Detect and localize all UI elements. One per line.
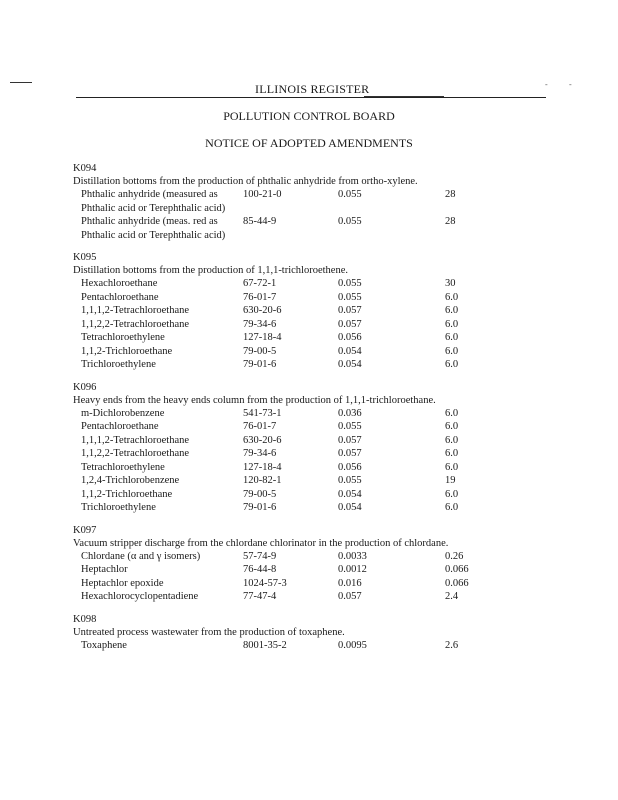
nonwastewater-value: 6.0	[445, 407, 459, 419]
cas-number: 630-20-6	[243, 305, 282, 316]
nonwastewater-value: 2.4	[445, 591, 459, 602]
nonwastewater-value: 6.0	[445, 345, 459, 357]
waste-section	[73, 524, 553, 604]
cas-number: 127-18-4	[243, 332, 282, 343]
wastewater-value: 0.055	[338, 421, 362, 432]
constituent-name: Pentachloroethane	[81, 291, 159, 303]
wastewater-value: 0.0095	[338, 639, 367, 651]
constituent-name: Toxaphene	[81, 639, 127, 651]
waste-code: K095	[73, 252, 97, 263]
wastewater-value: 0.055	[338, 278, 362, 289]
notice-title: NOTICE OF ADOPTED AMENDMENTS	[205, 136, 413, 150]
wastewater-value: 0.056	[338, 461, 362, 473]
cas-number: 76-01-7	[243, 421, 277, 432]
nonwastewater-value: 6.0	[445, 305, 459, 316]
wastewater-value: 0.0033	[338, 550, 367, 562]
waste-code: K097	[73, 524, 97, 536]
wastewater-value: 0.016	[338, 577, 362, 589]
table-row	[73, 474, 553, 488]
cas-number: 127-18-4	[243, 461, 282, 473]
header-rule	[76, 97, 546, 98]
wastewater-value: 0.055	[338, 216, 362, 227]
wastewater-value: 0.056	[338, 332, 362, 343]
table-row	[73, 358, 553, 372]
constituent-name: 1,1,2,2-Tetrachloroethane	[81, 448, 190, 459]
nonwastewater-value: 6.0	[445, 332, 459, 343]
cas-number: 76-44-8	[243, 564, 277, 575]
constituent-name: Hexachlorocyclopentadiene	[81, 591, 199, 602]
constituent-name: 1,1,2-Trichloroethane	[81, 345, 173, 357]
nonwastewater-value: 6.0	[445, 488, 459, 500]
wastewater-value: 0.057	[338, 448, 362, 459]
nonwastewater-value: 6.0	[445, 461, 459, 473]
cas-number: 79-34-6	[243, 448, 277, 459]
margin-mark-right: -	[569, 80, 572, 89]
nonwastewater-value: 28	[445, 216, 456, 227]
table-row	[73, 461, 553, 475]
wastewater-value: 0.055	[338, 291, 362, 303]
nonwastewater-value: 0.066	[445, 577, 469, 589]
waste-description: Distillation bottoms from the production of phthalic anhydride from ortho-xylene.	[73, 176, 418, 187]
nonwastewater-value: 6.0	[445, 291, 459, 303]
wastewater-value: 0.054	[338, 488, 362, 500]
constituent-name: Tetrachloroethylene	[81, 461, 165, 473]
waste-table	[73, 162, 553, 661]
table-row	[73, 277, 553, 291]
cas-number: 57-74-9	[243, 550, 277, 562]
nonwastewater-value: 19	[445, 475, 456, 486]
cas-number: 1024-57-3	[243, 577, 287, 589]
constituent-name: Trichloroethylene	[81, 502, 156, 513]
wastewater-value: 0.057	[338, 591, 362, 602]
nonwastewater-value: 6.0	[445, 448, 459, 459]
waste-section	[73, 251, 553, 372]
cas-number: 79-01-6	[243, 359, 277, 370]
constituent-name: Tetrachloroethylene	[81, 332, 165, 343]
table-row	[73, 563, 553, 577]
waste-code: K094	[73, 163, 97, 174]
table-row	[73, 420, 553, 434]
waste-section	[73, 162, 553, 242]
cas-number: 79-00-5	[243, 345, 277, 357]
wastewater-value: 0.036	[338, 407, 362, 419]
nonwastewater-value: 30	[445, 278, 456, 289]
cas-number: 85-44-9	[243, 216, 277, 227]
wastewater-value: 0.055	[338, 475, 362, 486]
wastewater-value: 0.054	[338, 345, 362, 357]
table-row	[73, 550, 553, 564]
cas-number: 8001-35-2	[243, 639, 287, 651]
board-title: POLLUTION CONTROL BOARD	[223, 109, 395, 123]
cas-number: 120-82-1	[243, 475, 282, 486]
table-row	[73, 447, 553, 461]
constituent-name: Pentachloroethane	[81, 421, 159, 432]
waste-code: K096	[73, 381, 97, 393]
constituent-name: Hexachloroethane	[81, 278, 158, 289]
table-row	[73, 304, 553, 318]
table-row	[73, 434, 553, 448]
constituent-name: 1,2,4-Trichlorobenzene	[81, 475, 180, 486]
nonwastewater-value: 6.0	[445, 318, 459, 330]
wastewater-value: 0.054	[338, 502, 362, 513]
constituent-name: Heptachlor	[81, 564, 128, 575]
constituent-name: 1,1,1,2-Tetrachloroethane	[81, 434, 190, 446]
waste-description: Heavy ends from the heavy ends column from the production of 1,1,1-trichloroethane.	[73, 394, 436, 406]
table-row	[73, 639, 553, 653]
nonwastewater-value: 6.0	[445, 421, 459, 432]
table-row	[73, 577, 553, 591]
cas-number: 630-20-6	[243, 434, 282, 446]
waste-description: Vacuum stripper discharge from the chlordane chlorinator in the production of chlordane.	[73, 537, 449, 549]
cas-number: 76-01-7	[243, 291, 277, 303]
nonwastewater-value: 6.0	[445, 434, 459, 446]
wastewater-value: 0.057	[338, 305, 362, 316]
table-row	[73, 345, 553, 359]
table-row	[73, 291, 553, 305]
margin-mark-right: -	[545, 80, 548, 89]
constituent-name: m-Dichlorobenzene	[81, 407, 165, 419]
table-row	[73, 407, 553, 421]
wastewater-value: 0.0012	[338, 564, 367, 575]
nonwastewater-value: 28	[445, 189, 456, 200]
constituent-name: Heptachlor epoxide	[81, 577, 164, 589]
wastewater-value: 0.057	[338, 318, 362, 330]
waste-section	[73, 613, 553, 653]
register-title: ILLINOIS REGISTER	[255, 82, 370, 96]
waste-section	[73, 381, 553, 515]
wastewater-value: 0.054	[338, 359, 362, 370]
nonwastewater-value: 6.0	[445, 359, 459, 370]
cas-number: 100-21-0	[243, 189, 282, 200]
constituent-name: Trichloroethylene	[81, 359, 156, 370]
table-row	[73, 318, 553, 332]
constituent-name: 1,1,2-Trichloroethane	[81, 488, 173, 500]
constituent-name: Phthalic anhydride (meas. red as Phthalic acid or Terephthalic acid)	[81, 216, 226, 241]
waste-code: K098	[73, 613, 97, 625]
waste-description: Distillation bottoms from the production of 1,1,1-trichloroethene.	[73, 265, 348, 276]
table-row	[73, 488, 553, 502]
cas-number: 67-72-1	[243, 278, 277, 289]
cas-number: 79-01-6	[243, 502, 277, 513]
waste-description: Untreated process wastewater from the production of toxaphene.	[73, 626, 345, 638]
constituent-name: 1,1,1,2-Tetrachloroethane	[81, 305, 190, 316]
cas-number: 77-47-4	[243, 591, 277, 602]
table-row	[73, 331, 553, 345]
table-row	[73, 215, 553, 242]
cas-number: 79-00-5	[243, 488, 277, 500]
nonwastewater-value: 0.066	[445, 564, 469, 575]
wastewater-value: 0.057	[338, 434, 362, 446]
table-row	[73, 501, 553, 515]
table-row	[73, 590, 553, 604]
cas-number: 541-73-1	[243, 407, 282, 419]
nonwastewater-value: 6.0	[445, 502, 459, 513]
cas-number: 79-34-6	[243, 318, 277, 330]
constituent-name: Phthalic anhydride (measured as Phthalic acid or Terephthalic acid)	[81, 189, 226, 214]
wastewater-value: 0.055	[338, 189, 362, 200]
constituent-name: 1,1,2,2-Tetrachloroethane	[81, 318, 190, 330]
nonwastewater-value: 2.6	[445, 639, 459, 651]
nonwastewater-value: 0.26	[445, 550, 464, 562]
table-row	[73, 188, 553, 215]
margin-mark	[10, 82, 32, 83]
constituent-name: Chlordane (α and γ isomers)	[81, 550, 201, 562]
